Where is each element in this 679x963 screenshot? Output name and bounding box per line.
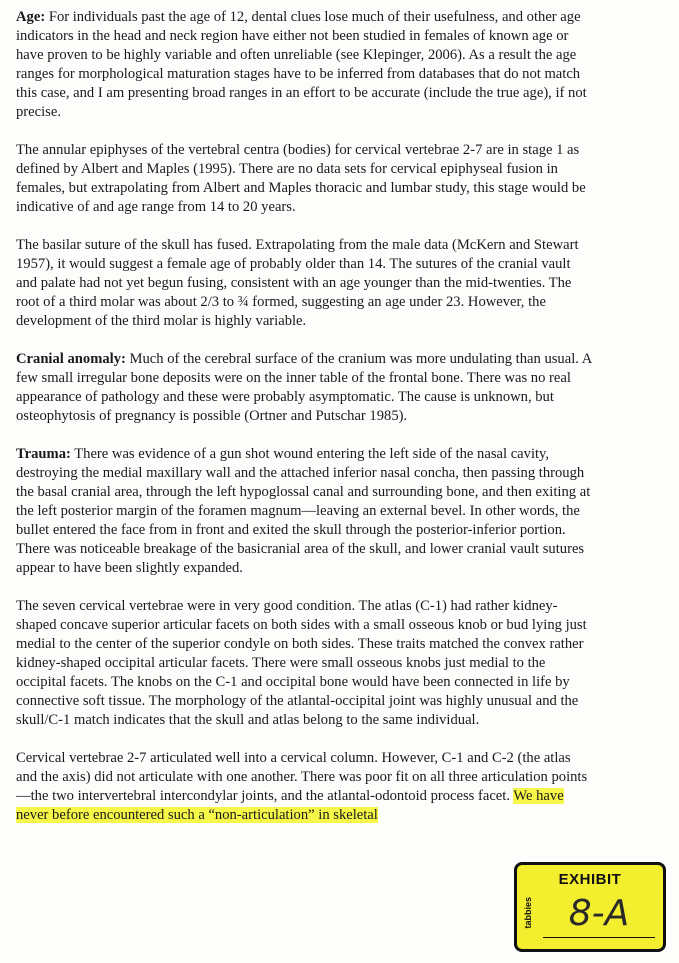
paragraph-trauma [16,445,594,578]
exhibit-sticker [514,862,666,952]
paragraph-text: Much of the cerebral surface of the cranium was more undulating than usual. A few small irregular bone deposits were on the inner table of the frontal bone. There was no real appearance of pathology and these were probably asymptomatic. The cause is unknown, but osteophytosis of pregnancy is possible (Ortner and Putschar 1985). [16,351,592,424]
paragraph-basilar-suture [16,236,594,331]
paragraph-text: Cervical vertebrae 2-7 articulated well into a cervical column. However, C-1 and C-2 (the atlas and the axis) did not articulate with one another. There was poor fit on all three articulation points—the two intervertebral intercondylar joints, and the atlantal-odontoid process facet. [16,750,588,804]
exhibit-title: EXHIBIT [558,871,622,888]
paragraph-cervical-vertebrae [16,597,594,730]
exhibit-brand-logo: tabbies [523,897,533,929]
paragraph-text: There was evidence of a gun shot wound entering the left side of the nasal cavity, destroying the medial maxillary wall and the attached inferior nasal concha, then passing through the basal cranial area, through the left hypoglossal canal and surrounding bone, and then exiting at the left posterior margin of the foramen magnum—leaving an external bevel. In other words, the bullet entered the face from in front and exited the skull through the posterior-inferior portion. There was noticeable breakage of the basicranial area of the skull, and lower cranial vault sutures appear to have been slightly expanded. [16,446,591,576]
exhibit-underline [543,937,655,938]
exhibit-number: 8-A [568,893,630,934]
paragraph-age [16,8,594,122]
paragraph-annular-epiphyses [16,141,594,217]
paragraph-text: For individuals past the age of 12, dental clues lose much of their usefulness, and other age indicators in the head and neck region have either not been studied in females of known age or have proven to be highly variable and often unreliable (see Klepinger, 2006). As a result the age ranges for morphological maturation stages have to be inferred from databases that do not match this case, and I am presenting broad ranges in an effort to be accurate (include the true age), if not precise. [16,9,587,120]
heading-age: Age: [16,9,46,25]
paragraph-text: The basilar suture of the skull has fused. Extrapolating from the male data (McKern and Stewart 1957), it would suggest a female age of probably older than 14. The sutures of the cranial vault and palate had not yet begun fusing, consistent with an age younger than the mid-twenties. The root of a third molar was about 2/3 to ¾ formed, suggesting an age under 23. However, the development of the third molar is highly variable. [16,237,579,329]
highlighted-text: We have never before encountered such a “non-articulation” in skeletal [16,788,564,823]
heading-cranial-anomaly: Cranial anomaly: [16,351,126,367]
heading-trauma: Trauma: [16,446,71,462]
paragraph-text: The seven cervical vertebrae were in very good condition. The atlas (C-1) had rather kidney-shaped concave superior articular facets on both sides with a small osseous knob or bud lying just medial to the center of the superior condyle on both sides. These traits matched the convex rather kidney-shaped occipital articular facets. There were small osseous knobs just medial to the occipital facets. The knobs on the C-1 and occipital bone would have been connected in life by connective soft tissue. The morphology of the atlantal-occipital joint was highly unusual and the skull/C-1 match indicates that the skull and atlas belong to the same individual. [16,598,587,728]
paragraph-text: The annular epiphyses of the vertebral centra (bodies) for cervical vertebrae 2-7 are in stage 1 as defined by Albert and Maples (1995). There are no data sets for cervical epiphyseal fusion in females, but extrapolating from Albert and Maples thoracic and lumbar study, this stage would be indicative of and age range from 14 to 20 years. [16,142,586,215]
paragraph-cranial-anomaly [16,350,594,426]
paragraph-articulation [16,749,594,825]
document-body [16,8,594,844]
